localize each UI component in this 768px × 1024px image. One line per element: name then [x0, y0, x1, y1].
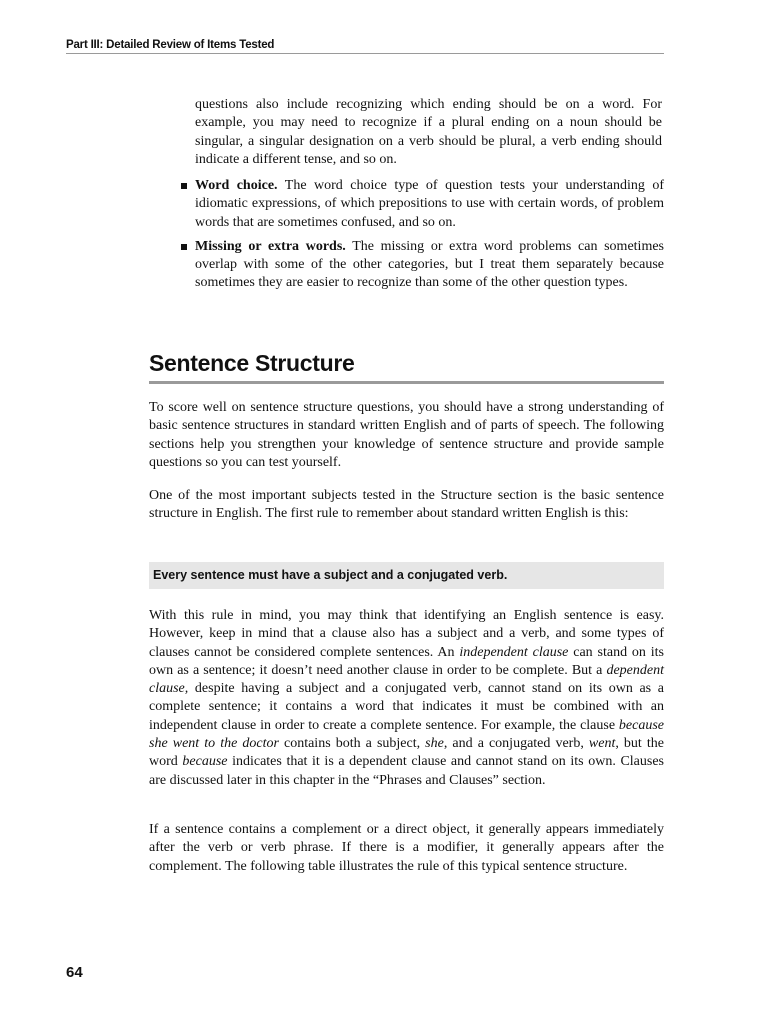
italic-term: because she went to the doctor: [149, 717, 664, 752]
text-run: can stand on its own as a sentence; it doesn’t need another clause in order to be complete. But a: [149, 644, 664, 678]
italic-term: independent clause: [459, 644, 569, 660]
text-run: contains both a subject,: [278, 736, 426, 752]
bullet-text: The word choice type of question tests your understanding of idiomatic expressions, of which prepositions to use with certain words, of problem words that are sometimes confused, and so on.: [195, 178, 665, 230]
running-head: Part III: Detailed Review of Items Tested: [66, 39, 664, 54]
text-run: , but the word: [149, 736, 664, 770]
list-item: [178, 177, 664, 232]
italic-term: dependent clause,: [149, 662, 664, 697]
section-heading: Sentence Structure: [149, 350, 664, 384]
bullet-term: Missing or extra words.: [195, 238, 346, 254]
text-run: indicates that it is a dependent clause and cannot stand on its own. Clauses are discussed later in this chapter in the “Phrases and Clauses” section.: [149, 754, 664, 788]
italic-term: because: [182, 754, 228, 770]
intro-paragraph: questions also include recognizing which ending should be on a word. For example, you may need to recognize if a plural ending on a noun should be singular, a singular designation on a verb should be plural, a verb ending should indicate a different tense, and so on.: [195, 97, 662, 167]
rule-callout: Every sentence must have a subject and a conjugated verb.: [149, 562, 664, 589]
italic-term: went: [588, 736, 616, 752]
text-run: , and a conjugated verb,: [443, 736, 589, 752]
italic-term: she: [425, 736, 444, 752]
list-item: [178, 238, 664, 293]
text-run: With this rule in mind, you may think that identifying an English sentence is easy. However, keep in mind that a clause also has a subject and a verb, and some types of clauses cannot be considered complete sentences. An: [149, 608, 664, 660]
page-number: 64: [66, 964, 83, 981]
text-run: despite having a subject and a conjugated verb, cannot stand on its own as a complete sentence; it contains a word that indicates it must be combined with an independent clause in order to create a complete sentence. For example, the clause: [149, 681, 664, 733]
bullet-term: Word choice.: [195, 178, 278, 193]
paragraph-complement: If a sentence contains a complement or a direct object, it generally appears immediately after the verb or verb phrase. If there is a modifier, it generally appears after the complement. The following table illustrates the rule of this typical sentence structure.: [149, 822, 664, 874]
square-bullet-icon: [181, 244, 187, 250]
paragraph-rule-lead: One of the most important subjects tested in the Structure section is the basic sentence structure in English. The first rule to remember about standard written English is this:: [149, 488, 664, 522]
paragraph-clauses: [149, 607, 664, 790]
bullet-text: The missing or extra word problems can sometimes overlap with some of the other categories, but I treat them separately because sometimes they are easier to recognize than some of the other question types.: [195, 238, 664, 291]
paragraph-intro: To score well on sentence structure questions, you should have a strong understanding of basic sentence structures in standard written English and of parts of speech. The following sections help you strengthen your knowledge of sentence structure and provide sample questions so you can test yourself.: [149, 400, 664, 470]
question-type-list: [178, 177, 664, 299]
square-bullet-icon: [181, 183, 187, 189]
